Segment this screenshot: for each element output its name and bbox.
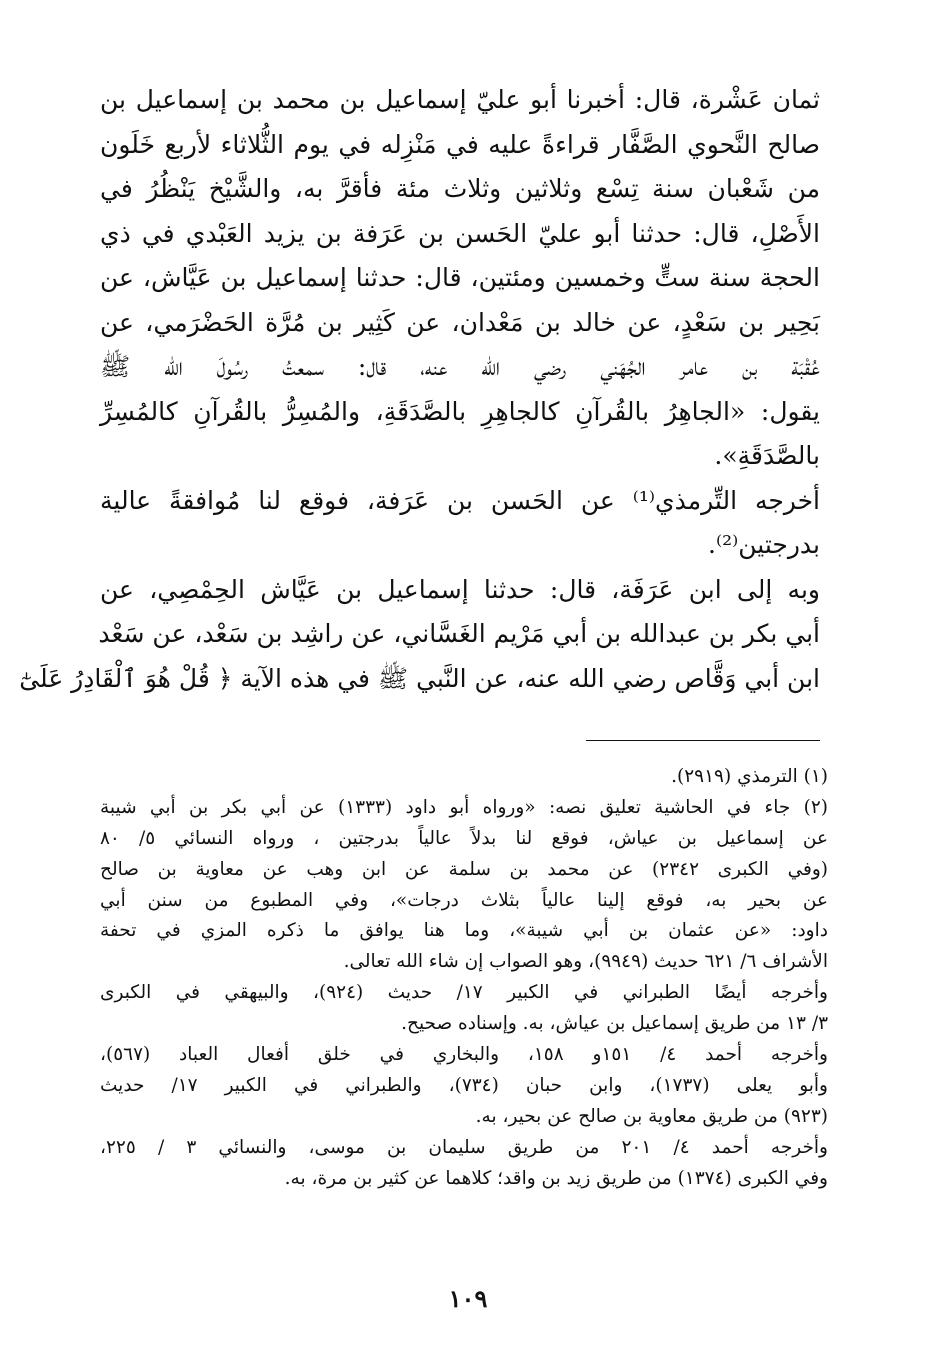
footnote-line: وأبو يعلى (١٧٣٧)، وابن حبان (٧٣٤)، والطبراني في الكبير ١٧/ حديث xyxy=(100,1074,828,1096)
main-text-line: الأَصْلِ، قال: حدثنا أبو عليّ الحَسن بن عَرَفة بن يزيد العَبْدي في ذي xyxy=(100,218,820,248)
main-text-line: بَحِير بن سَعْدٍ، عن خالد بن مَعْدان، عن كَثِير بن مُرَّة الحَضْرَمي، عن xyxy=(100,307,820,337)
footnote-line: وأخرجه أحمد ٤/ ١٥١و ١٥٨، والبخاري في خلق أفعال العباد (٥٦٧)، xyxy=(100,1044,828,1066)
main-text-line: يقول: «الجاهِرُ بالقُرآنِ كالجاهِرِ بالصَّدَقَةِ، والمُسِرُّ بالقُرآنِ كالمُسِرِّ xyxy=(100,396,820,426)
footnote-divider xyxy=(586,740,820,741)
footnote-line: عن بحير به، فوقع إلينا عالياً بثلاث درجات»، وفي المطبوع من سنن أبي xyxy=(100,889,828,911)
footnote-line: عن إسماعيل بن عياش، فوقع لنا بدلاً عالياً بدرجتين ، ورواه النسائي ٥/ ٨٠ xyxy=(100,827,828,849)
main-text-line: أخرجه التِّرمذي⁽¹⁾ عن الحَسن بن عَرَفة، فوقع لنا مُوافقةً عالية xyxy=(100,485,821,515)
footnote-line: (وفي الكبرى ٢٣٤٢) عن محمد بن سلمة عن ابن وهب عن معاوية بن صالح xyxy=(100,858,828,880)
footnotes-block xyxy=(100,762,828,1194)
main-text-block xyxy=(19,78,821,701)
footnote-line: وأخرجه أيضًا الطبراني في الكبير ١٧/ حديث (٩٢٤)، والبيهقي في الكبرى xyxy=(100,982,828,1004)
main-text-line: ثمان عَشْرة، قال: أخبرنا أبو عليّ إسماعيل بن محمد بن إسماعيل بن xyxy=(100,85,820,114)
main-text-line: ابن أبي وَقَّاص رضي الله عنه، عن النَّبي ﷺ في هذه الآية ﴿ قُلْ هُوَ ٱلْقَادِرُ عَلَىٰٓ xyxy=(19,663,820,693)
main-text-line: الحجة سنة ستٍّ وخمسين ومئتين، قال: حدثنا إسماعيل بن عَيَّاش، عن xyxy=(100,263,820,292)
main-text-line: بدرجتين⁽²⁾. xyxy=(708,530,820,559)
footnote-line: الأشراف ٦/ ٦٢١ حديث (٩٩٤٩)، وهو الصواب إن شاء الله تعالى. xyxy=(343,951,828,973)
footnote-line: (٢) جاء في الحاشية تعليق نصه: «ورواه أبو داود (١٣٣٣) عن أبي بكر بن أبي شيبة xyxy=(100,796,828,818)
main-text-line: وبه إلى ابن عَرَفَة، قال: حدثنا إسماعيل بن عَيَّاش الحِمْصِي، عن xyxy=(100,574,820,604)
footnote-line: (٩٢٣) من طريق معاوية بن صالح عن بحير، به. xyxy=(475,1105,828,1127)
footnote-line: وفي الكبرى (١٣٧٤) من طريق زيد بن واقد؛ كلاهما عن كثير بن مرة، به. xyxy=(284,1167,828,1189)
page-number: ١٠٩ xyxy=(448,1284,488,1313)
main-text-line: عُقْبَة بن عامر الجُهَني رضي الله عنه، قال: سمعتُ رسُولَ الله ﷺ xyxy=(100,352,820,381)
main-text-line: صالح النَّحوي الصَّفَّار قراءةً عليه في مَنْزِله في يوم الثُّلاثاء لأربع خَلَون xyxy=(100,129,820,159)
main-text-line: أبي بكر بن عبدالله بن أبي مَرْيم الغَسَّاني، عن راشِد بن سَعْد، عن سَعْد xyxy=(98,619,820,648)
main-text-line: بالصَّدَقَةِ». xyxy=(714,441,820,470)
footnote-line: ٣/ ١٣ من طريق إسماعيل بن عياش، به. وإسناده صحيح. xyxy=(401,1013,828,1035)
footnote-line: وأخرجه أحمد ٤/ ٢٠١ من طريق سليمان بن موسى، والنسائي ٣ / ٢٢٥، xyxy=(100,1136,828,1158)
footnote-line: داود: «عن عثمان بن أبي شيبة»، وما هنا يوافق ما ذكره المزي في تحفة xyxy=(100,920,828,942)
main-text-line: من شَعْبان سنة تِسْع وثلاثين وثلاث مئة فأقرَّ به، والشَّيْخ يَنْظُرُ في xyxy=(100,174,820,203)
footnote-line: (١) الترمذي (٢٩١٩). xyxy=(671,766,828,787)
